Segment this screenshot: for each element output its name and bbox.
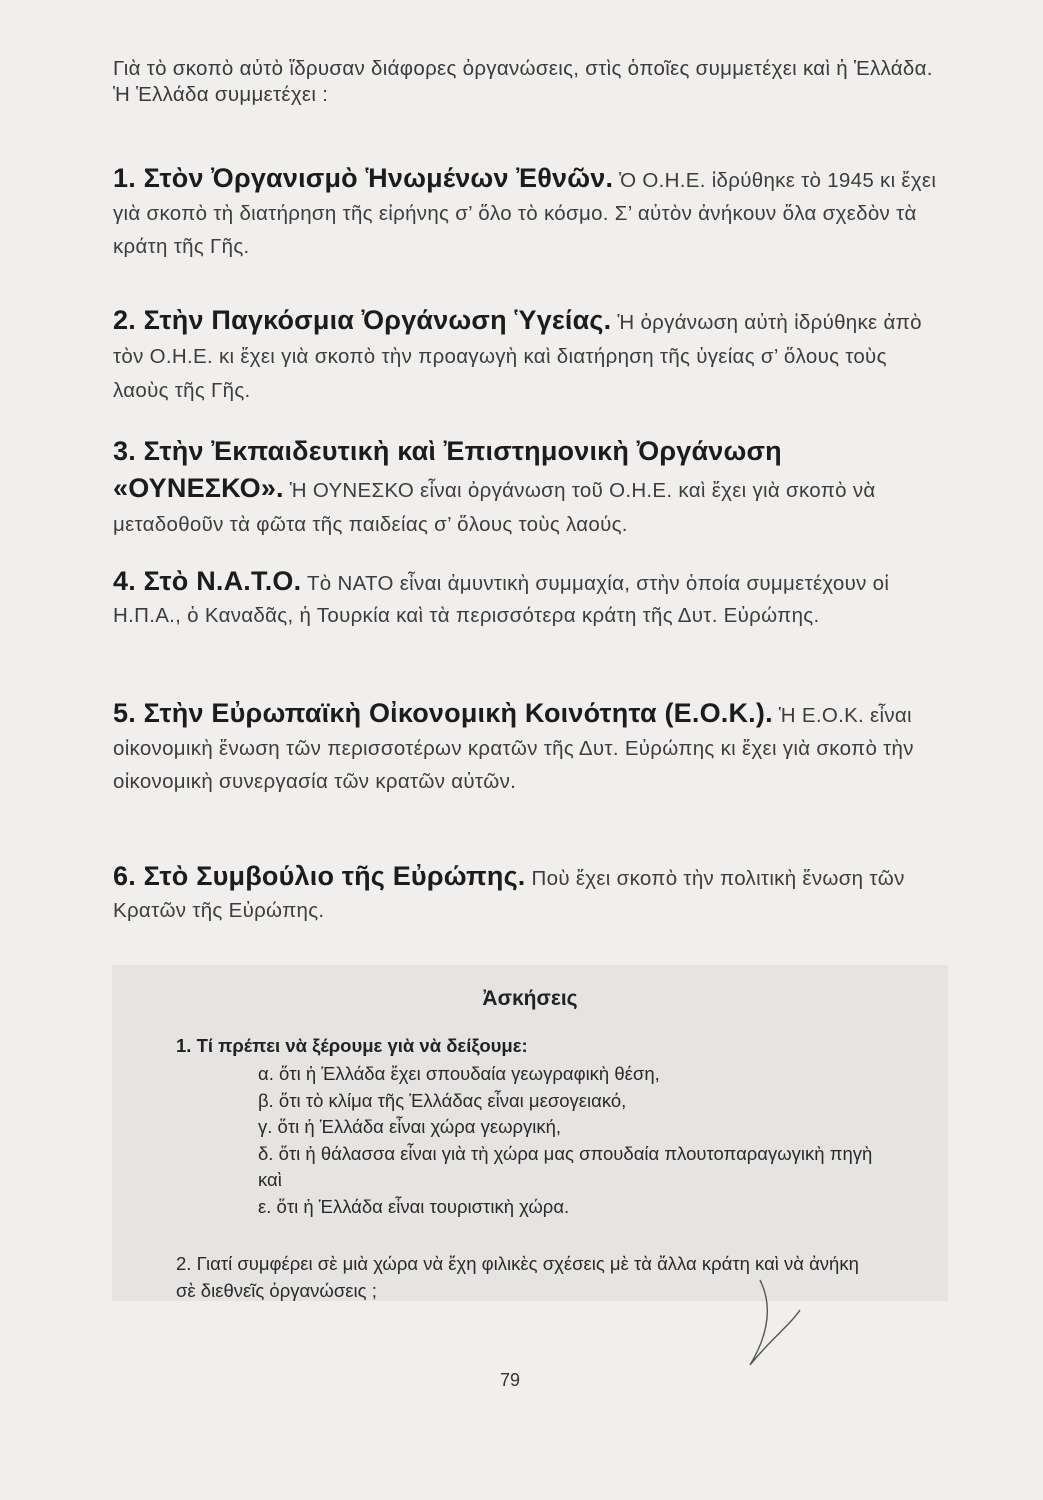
exercises-title: Ἀσκήσεις (482, 987, 578, 1010)
item-2 (113, 303, 948, 408)
list-item: β. ὅτι τὸ κλίμα τῆς Ἑλλάδας εἶναι μεσογειακό, (258, 1089, 627, 1111)
item-text: Ἡ ΟΥΝΕΣΚΟ εἶναι ὀργάνωση τοῦ Ο.Η.Ε. καὶ ἔχει γιὰ σκοπὸ νὰ μεταδοθοῦν τὰ φῶτα τῆς παιδείας σ’ ὅλους τοὺς λαούς. (113, 479, 876, 536)
handwritten-mark (720, 1270, 810, 1380)
item-4 (113, 565, 948, 632)
list-item: ε. ὅτι ἡ Ἑλλάδα εἶναι τουριστικὴ χώρα. (258, 1195, 570, 1217)
item-heading: 3. Στὴν Ἐκπαιδευτικὴ καὶ Ἐπιστημονικὴ Ὀργάνωση «ΟΥΝΕΣΚΟ». (113, 436, 782, 503)
item-heading: 5. Στὴν Εὐρωπαϊκὴ Οἰκονομικὴ Κοινότητα (Ε.Ο.Κ.). (113, 698, 773, 728)
intro-paragraph (113, 56, 948, 108)
list-item: γ. ὅτι ἡ Ἑλλάδα εἶναι χώρα γεωργική, (258, 1116, 562, 1137)
item-text: Ἡ ὀργάνωση αὐτὴ ἱδρύθηκε ἀπὸ τὸν Ο.Η.Ε. κι ἔχει γιὰ σκοπὸ τὴν προαγωγὴ καὶ διατήρηση τῆς ὑγείας σ’ ὅλους τοὺς λαοὺς τῆς Γῆς. (113, 311, 922, 402)
item-text: Τὸ ΝΑΤΟ εἶναι ἀμυντικὴ συμμαχία, στὴν ὁποία συμμετέχουν οἱ Η.Π.Α., ὁ Καναδᾶς, ἡ Τουρκία καὶ τὰ περισσότερα κράτη τῆς Δυτ. Εὐρώπης. (113, 572, 890, 627)
item-text: Ποὺ ἔχει σκοπὸ τὴν πολιτικὴ ἕνωση τῶν Κρατῶν τῆς Εὐρώπης. (113, 867, 905, 922)
exercise-question-2: 2. Γιατί συμφέρει σὲ μιὰ χώρα νὰ ἔχη φιλικὲς σχέσεις μὲ τὰ ἄλλα κράτη καὶ νὰ ἀνήκη σὲ διεθνεῖς ὀργανώσεις ; (176, 1253, 859, 1301)
list-item: α. ὅτι ἡ Ἑλλάδα ἔχει σπουδαία γεωγραφικὴ θέση, (258, 1063, 660, 1084)
item-heading: 6. Στὸ Συμβούλιο τῆς Εὐρώπης. (113, 861, 526, 891)
item-heading: 4. Στὸ Ν.Α.Τ.Ο. (113, 566, 302, 596)
exercise-1-list (258, 1061, 878, 1220)
item-heading: 1. Στὸν Ὀργανισμὸ Ἡνωμένων Ἐθνῶν. (113, 163, 614, 193)
exercise-question-1: 1. Τί πρέπει νὰ ξέρουμε γιὰ νὰ δείξουμε: (176, 1035, 528, 1056)
item-3 (113, 434, 948, 542)
item-6 (113, 860, 948, 927)
item-heading: 2. Στὴν Παγκόσμια Ὀργάνωση Ὑγείας. (113, 305, 612, 335)
list-item: δ. ὅτι ἡ θάλασσα εἶναι γιὰ τὴ χώρα μας σπουδαία πλουτοπαραγωγικὴ πηγὴ καὶ (258, 1142, 873, 1190)
page-number: 79 (499, 1370, 521, 1390)
item-1 (113, 162, 948, 263)
intro-line: Ἡ Ἑλλάδα συμμετέχει : (113, 83, 329, 106)
intro-line: Γιὰ τὸ σκοπὸ αὐτὸ ἵδρυσαν διάφορες ὀργανώσεις, στὶς ὁποῖες συμμετέχει καὶ ἡ Ἑλλάδα. (113, 57, 933, 80)
item-5 (113, 697, 948, 798)
item-text: Ὁ Ο.Η.Ε. ἱδρύθηκε τὸ 1945 κι ἔχει γιὰ σκοπὸ τὴ διατήρηση τῆς εἰρήνης σ’ ὅλο τὸ κόσμο. Σ’ αὐτὸν ἀνήκουν ὅλα σχεδὸν τὰ κράτη τῆς Γῆς. (113, 169, 937, 258)
exercises-box (112, 965, 948, 1301)
item-text: Ἡ Ε.Ο.Κ. εἶναι οἰκονομικὴ ἕνωση τῶν περισσοτέρων κρατῶν τῆς Δυτ. Εὐρώπης κι ἔχει γιὰ σκοπὸ τὴν οἰκονομικὴ συνεργασία τῶν κρατῶν αὐτῶν. (113, 704, 914, 793)
